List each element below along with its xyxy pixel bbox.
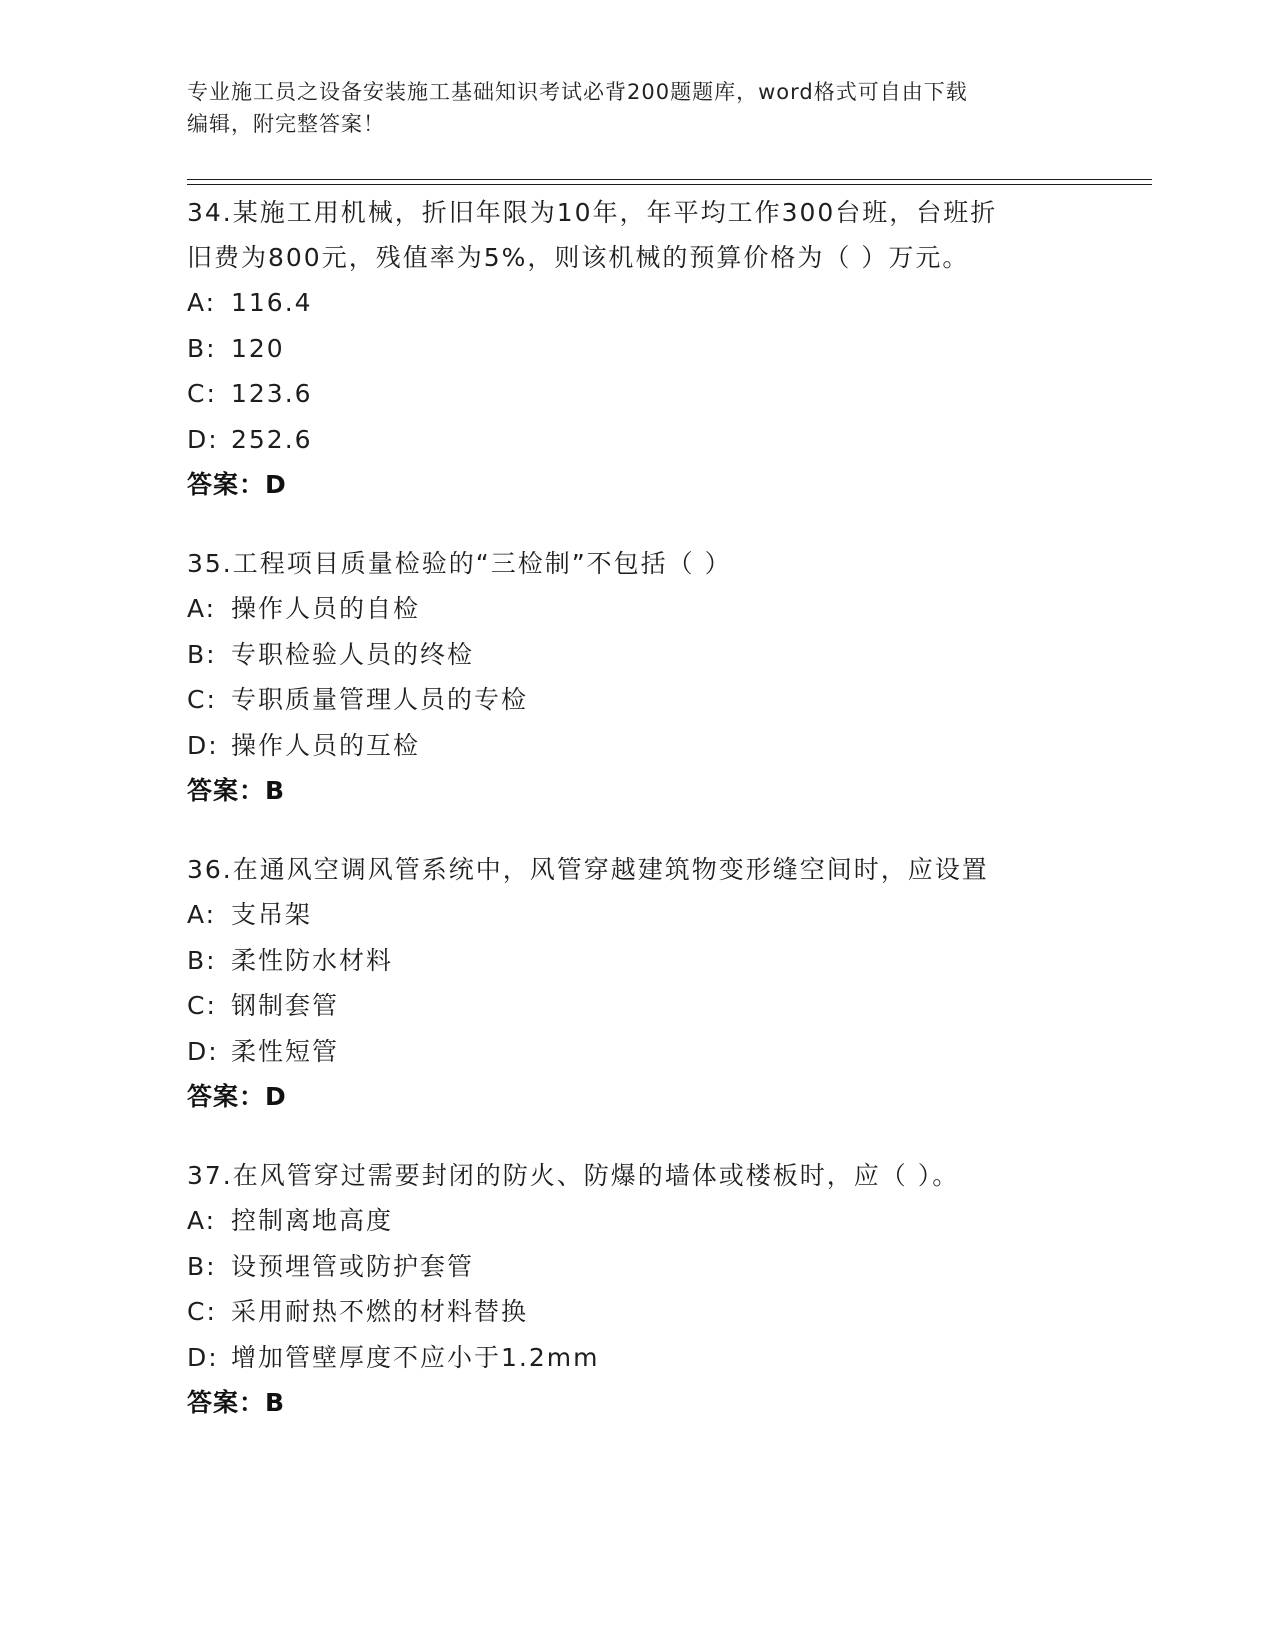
- option-letter: D:: [187, 1036, 219, 1066]
- option-c: [187, 371, 1087, 417]
- option-letter: D:: [187, 1342, 219, 1372]
- option-letter: B:: [187, 639, 217, 669]
- question-34: [187, 190, 1087, 507]
- option-letter: A:: [187, 288, 217, 317]
- option-text: 增加管壁厚度不应小于1.2mm: [231, 1342, 600, 1372]
- question-stem-line-2: 旧费为800元，残值率为5%，则该机械的预算价格为（ ）万元。: [187, 243, 970, 272]
- answer-label: 答案：B: [187, 776, 286, 805]
- question-list: [187, 190, 1087, 1459]
- option-text: 柔性短管: [231, 1036, 340, 1066]
- header-divider-top: [187, 179, 1152, 180]
- header-line-2: 编辑，附完整答案！: [187, 112, 385, 136]
- header-divider-bottom: [187, 184, 1152, 185]
- question-stem-line-1: 34.某施工用机械，折旧年限为10年，年平均工作300台班，台班折: [187, 198, 998, 227]
- option-letter: B:: [187, 1251, 217, 1281]
- option-text: 123.6: [231, 379, 313, 408]
- option-letter: D:: [187, 424, 219, 454]
- option-text: 116.4: [231, 288, 313, 317]
- option-letter: A:: [187, 594, 217, 623]
- answer-label: 答案：B: [187, 1388, 286, 1417]
- option-c: [187, 1289, 1087, 1335]
- option-text: 采用耐热不燃的材料替换: [231, 1297, 529, 1326]
- question-37: [187, 1153, 1087, 1425]
- option-b: [187, 1244, 1087, 1290]
- option-letter: C:: [187, 379, 217, 408]
- header-line-1: 专业施工员之设备安装施工基础知识考试必背200题题库，word格式可自由下载: [187, 80, 968, 104]
- question-35: [187, 541, 1087, 813]
- option-c: [187, 677, 1087, 723]
- option-text: 支吊架: [231, 900, 313, 929]
- option-text: 专职检验人员的终检: [231, 639, 475, 669]
- option-letter: B:: [187, 333, 217, 363]
- option-letter: B:: [187, 945, 217, 975]
- option-text: 钢制套管: [231, 991, 340, 1020]
- option-d: [187, 1029, 1087, 1075]
- option-letter: D:: [187, 730, 219, 760]
- question-stem-line-1: 37.在风管穿过需要封闭的防火、防爆的墙体或楼板时，应（ ）。: [187, 1161, 960, 1190]
- question-stem-line-1: 35.工程项目质量检验的“三检制”不包括（ ）: [187, 549, 732, 578]
- option-d: [187, 417, 1087, 463]
- option-text: 专职质量管理人员的专检: [231, 685, 529, 714]
- option-b: [187, 632, 1087, 678]
- option-a: [187, 280, 1087, 326]
- option-text: 控制离地高度: [231, 1206, 394, 1235]
- option-letter: C:: [187, 991, 217, 1020]
- option-letter: C:: [187, 685, 217, 714]
- option-text: 操作人员的互检: [231, 730, 421, 760]
- answer-label: 答案：D: [187, 470, 287, 499]
- option-a: [187, 1198, 1087, 1244]
- question-36: [187, 847, 1087, 1119]
- option-b: [187, 326, 1087, 372]
- question-stem-line-1: 36.在通风空调风管系统中，风管穿越建筑物变形缝空间时，应设置: [187, 855, 989, 884]
- option-d: [187, 723, 1087, 769]
- option-a: [187, 586, 1087, 632]
- document-header: [187, 76, 1067, 140]
- option-text: 设预埋管或防护套管: [231, 1251, 475, 1281]
- option-text: 252.6: [231, 424, 313, 454]
- option-letter: A:: [187, 900, 217, 929]
- option-text: 操作人员的自检: [231, 594, 421, 623]
- option-c: [187, 983, 1087, 1029]
- option-d: [187, 1335, 1087, 1381]
- option-text: 柔性防水材料: [231, 945, 394, 975]
- option-b: [187, 938, 1087, 984]
- option-a: [187, 892, 1087, 938]
- option-letter: C:: [187, 1297, 217, 1326]
- answer-label: 答案：D: [187, 1082, 287, 1111]
- option-text: 120: [231, 333, 285, 363]
- option-letter: A:: [187, 1206, 217, 1235]
